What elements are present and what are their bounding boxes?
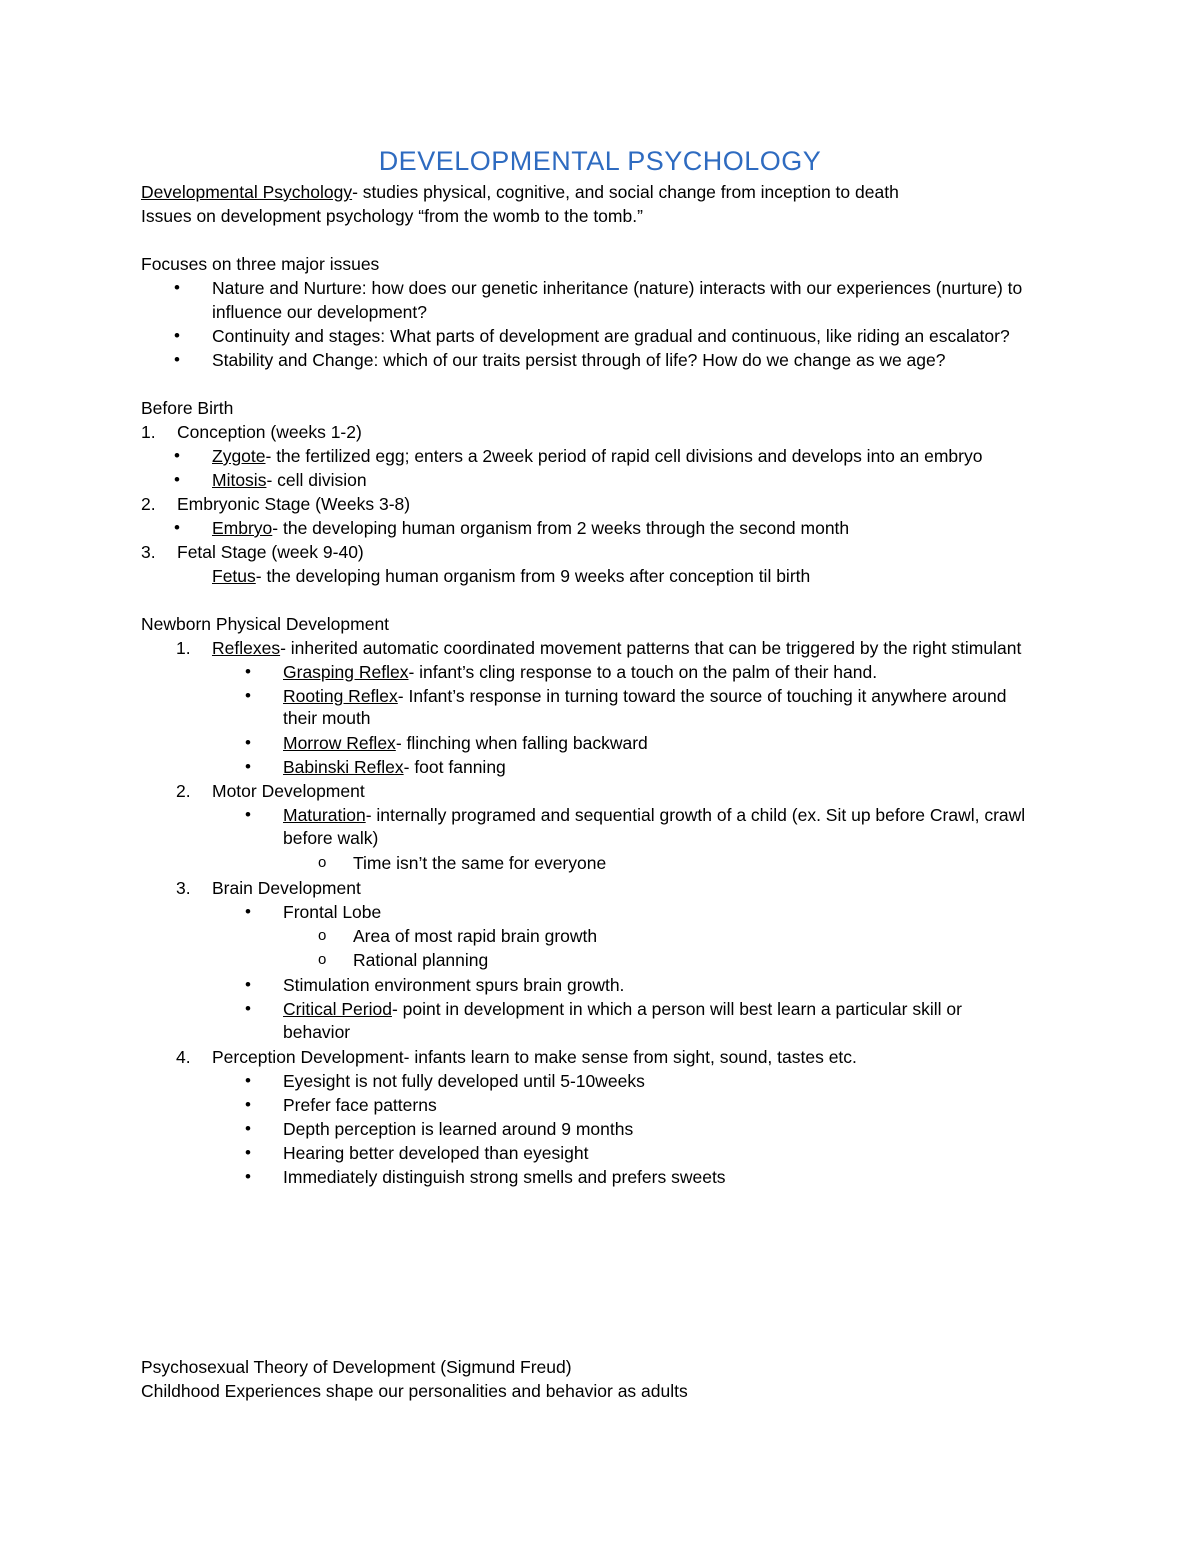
motor-development: Motor Development	[212, 781, 365, 801]
perception-development: Perception Development- infants learn to make sense from sight, sound, tastes etc.	[212, 1047, 857, 1067]
term-maturation: Maturation	[283, 805, 366, 825]
critical-period-item	[283, 997, 962, 1021]
freud-heading: Psychosexual Theory of Development (Sigmund Freud)	[141, 1357, 572, 1377]
bullet-marker: •	[245, 1095, 251, 1114]
circle-marker: o	[318, 927, 327, 944]
issue-item: Nature and Nurture: how does our genetic inheritance (nature) interacts with our experiences (nurture) to	[212, 278, 1023, 298]
mitosis-definition: - cell division	[266, 470, 367, 490]
bullet-marker: •	[174, 518, 180, 537]
stimulation-item: Stimulation environment spurs brain growth.	[283, 975, 625, 995]
circle-marker: o	[318, 951, 327, 968]
stage-fetal: Fetal Stage (week 9-40)	[177, 542, 364, 562]
list-number: 3.	[176, 878, 191, 898]
rooting-definition: - Infant’s response in turning toward the source of touching it anywhere around	[397, 686, 1007, 706]
grasping-definition: - infant’s cling response to a touch on the palm of their hand.	[408, 662, 878, 682]
issue-item: Stability and Change: which of our traits persist through of life? How do we change as we age?	[212, 350, 946, 370]
bullet-marker: •	[245, 902, 251, 921]
frontal-subitem: Rational planning	[353, 950, 489, 970]
list-number: 4.	[176, 1047, 191, 1067]
bullet-marker: •	[245, 733, 251, 752]
rooting-reflex-item	[283, 684, 1006, 708]
morrow-reflex-item	[283, 731, 648, 755]
term-embryo: Embryo	[212, 518, 273, 538]
perception-item: Immediately distinguish strong smells and prefers sweets	[283, 1167, 726, 1187]
term-developmental-psychology: Developmental Psychology	[141, 182, 353, 202]
babinski-reflex-item	[283, 755, 506, 779]
term-mitosis: Mitosis	[212, 470, 267, 490]
perception-item: Depth perception is learned around 9 months	[283, 1119, 634, 1139]
perception-item: Hearing better developed than eyesight	[283, 1143, 589, 1163]
perception-item: Prefer face patterns	[283, 1095, 437, 1115]
issue-item-continuation: influence our development?	[212, 302, 428, 322]
newborn-heading: Newborn Physical Development	[141, 614, 390, 634]
maturation-item	[283, 803, 1025, 827]
term-morrow-reflex: Morrow Reflex	[283, 733, 396, 753]
term-zygote: Zygote	[212, 446, 266, 466]
brain-development: Brain Development	[212, 878, 361, 898]
babinski-definition: - foot fanning	[403, 757, 506, 777]
list-number: 3.	[141, 542, 156, 562]
bullet-marker: •	[245, 805, 251, 824]
circle-marker: o	[318, 854, 327, 871]
rooting-continuation: their mouth	[283, 708, 371, 728]
bullet-marker: •	[245, 1071, 251, 1090]
reflexes-item	[212, 636, 1021, 660]
embryo-item	[212, 516, 849, 540]
bullet-marker: •	[245, 662, 251, 681]
embryo-definition: - the developing human organism from 2 weeks through the second month	[272, 518, 850, 538]
term-critical-period: Critical Period	[283, 999, 392, 1019]
bullet-marker: •	[174, 278, 180, 297]
intro-definition: - studies physical, cognitive, and social change from inception to death	[352, 182, 899, 202]
term-fetus: Fetus	[212, 566, 256, 586]
bullet-marker: •	[245, 1167, 251, 1186]
list-number: 1.	[176, 638, 191, 658]
before-birth-heading: Before Birth	[141, 398, 234, 418]
mitosis-item	[212, 468, 367, 492]
intro-line-2: Issues on development psychology “from the womb to the tomb.”	[141, 206, 643, 226]
zygote-item	[212, 444, 982, 468]
freud-line: Childhood Experiences shape our personalities and behavior as adults	[141, 1381, 688, 1401]
bullet-marker: •	[245, 975, 251, 994]
intro-definition-line	[141, 180, 899, 204]
reflexes-definition: - inherited automatic coordinated movement patterns that can be triggered by the right stimulant	[280, 638, 1022, 658]
frontal-lobe: Frontal Lobe	[283, 902, 382, 922]
fetus-definition: - the developing human organism from 9 weeks after conception til birth	[255, 566, 811, 586]
issue-item: Continuity and stages: What parts of development are gradual and continuous, like riding an escalator?	[212, 326, 1010, 346]
term-babinski-reflex: Babinski Reflex	[283, 757, 404, 777]
bullet-marker: •	[245, 999, 251, 1018]
bullet-marker: •	[174, 470, 180, 489]
list-number: 1.	[141, 422, 156, 442]
bullet-marker: •	[174, 446, 180, 465]
bullet-marker: •	[174, 350, 180, 369]
list-number: 2.	[176, 781, 191, 801]
bullet-marker: •	[245, 1143, 251, 1162]
bullet-marker: •	[245, 686, 251, 705]
frontal-subitem: Area of most rapid brain growth	[353, 926, 598, 946]
list-number: 2.	[141, 494, 156, 514]
term-grasping-reflex: Grasping Reflex	[283, 662, 409, 682]
maturation-definition: - internally programed and sequential growth of a child (ex. Sit up before Crawl, crawl	[365, 805, 1026, 825]
time-note: Time isn’t the same for everyone	[353, 853, 607, 873]
stage-conception: Conception (weeks 1-2)	[177, 422, 362, 442]
fetus-item	[212, 564, 810, 588]
term-rooting-reflex: Rooting Reflex	[283, 686, 398, 706]
critical-continuation: behavior	[283, 1022, 351, 1042]
term-reflexes: Reflexes	[212, 638, 281, 658]
morrow-definition: - flinching when falling backward	[395, 733, 648, 753]
stage-embryonic: Embryonic Stage (Weeks 3-8)	[177, 494, 411, 514]
grasping-reflex-item	[283, 660, 877, 684]
bullet-marker: •	[245, 757, 251, 776]
bullet-marker: •	[174, 326, 180, 345]
perception-item: Eyesight is not fully developed until 5-10weeks	[283, 1071, 645, 1091]
bullet-marker: •	[245, 1119, 251, 1138]
issues-heading: Focuses on three major issues	[141, 254, 380, 274]
critical-definition: - point in development in which a person will best learn a particular skill or	[391, 999, 962, 1019]
maturation-continuation: before walk)	[283, 828, 379, 848]
document-title: DEVELOPMENTAL PSYCHOLOGY	[378, 146, 822, 176]
zygote-definition: - the fertilized egg; enters a 2week period of rapid cell divisions and develops into an embryo	[265, 446, 983, 466]
